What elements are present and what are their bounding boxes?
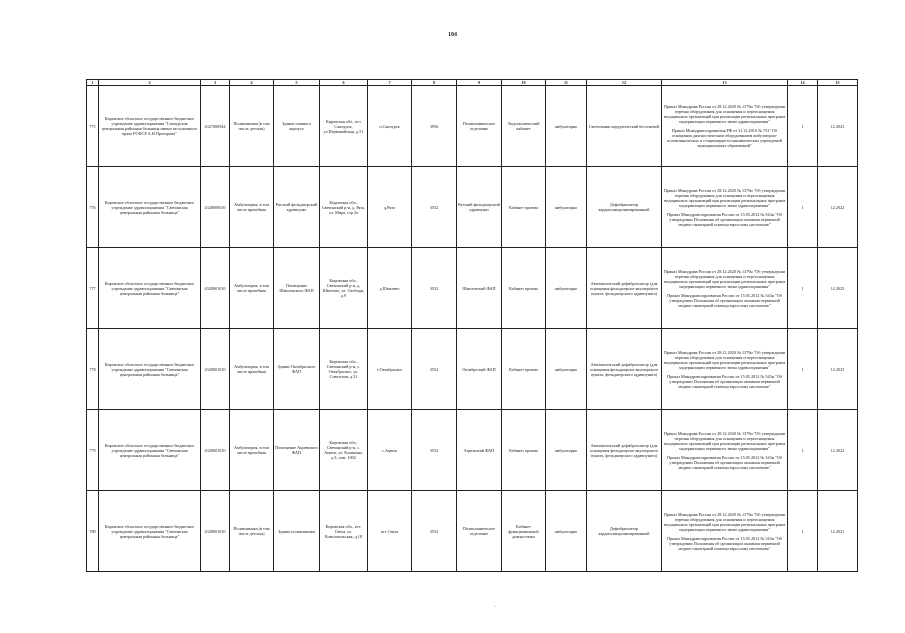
col-num-8: 8 — [412, 80, 457, 86]
cell-department: Поликлиническое отделение — [457, 86, 502, 167]
cell-legal-basis — [662, 86, 788, 167]
legal-basis-order-2: Приказ Минздравсоцразвития России от 15.05.2012 № 543н "Об утверждении Положения об организации оказания первичной медико-санитарной помощи взрослому населению" — [667, 211, 782, 227]
cell-address: Кировская обл., пгт. Свеча, ул. Комсомольская, д.18 — [320, 491, 368, 572]
legal-basis-order-2: Приказ Минздравсоцразвития РФ от 31.12.2010 № 753 "Об оснащении диагностическим оборудованием амбулаторно-поликлинических и стационарно-поликлинических учреждений муниципальных образований" — [667, 128, 782, 148]
cell-legal-basis — [662, 329, 788, 410]
cell-equipment-name: Дефибриллятор кардиосинхронизированный — [587, 167, 662, 248]
col-num-6: 6 — [320, 80, 368, 86]
cell-oktmo-code: 3552 — [412, 491, 457, 572]
cell-equipment-name: Автоматический дефибриллятор (для оснащения фельдшерско-акушерского пункта, фельдшерского здравпункта) — [587, 248, 662, 329]
cell-legal-basis — [662, 248, 788, 329]
legal-basis-order-2: Приказ Минздравсоцразвития России от 15.05.2012 № 543н "Об утверждении Положения об организации оказания первичной медико-санитарной помощи взрослому населению" — [667, 454, 782, 470]
table-row — [87, 410, 858, 491]
cell-building-name: Здание главного корпуса — [274, 86, 320, 167]
cell-room: Кабинет функциональной диагностики — [502, 491, 546, 572]
cell-care-conditions: амбулаторно — [546, 248, 587, 329]
cell-department: Октябрьский ФАП — [457, 329, 502, 410]
cell-organization-name: Кировское областное государственное бюджетное учреждение здравоохранения "Свечинская центральная районная больница" — [99, 248, 201, 329]
cell-row-number: 775 — [87, 86, 99, 167]
cell-inn: 4328001010 — [201, 410, 230, 491]
cell-care-conditions: амбулаторно — [546, 167, 587, 248]
cell-address: Кировская обл., Свечинский р-н, с. Октябрьское, ул. Советская, д.31 — [320, 329, 368, 410]
col-num-7: 7 — [368, 80, 412, 86]
table-row — [87, 86, 858, 167]
cell-building-name: Помещение Ациевского ФАП — [274, 410, 320, 491]
col-num-5: 5 — [274, 80, 320, 86]
cell-building-name: Рятский фельдшерский здравпункт — [274, 167, 320, 248]
cell-due-date: 12.2021 — [818, 491, 858, 572]
cell-organization-name: Кировское областное государственное бюджетное учреждение здравоохранения "Свечинская центральная районная больница" — [99, 410, 201, 491]
cell-equipment-name: Автоматический дефибриллятор (для оснащения фельдшерско-акушерского пункта, фельдшерского здравпункта) — [587, 329, 662, 410]
cell-organization-name: Кировское областное государственное бюджетное учреждение здравоохранения "Санчурская центральная районная больница имени заслуженного врача РСФСР А.Н.Прохорова" — [99, 86, 201, 167]
col-num-14: 14 — [788, 80, 818, 86]
table-row — [87, 167, 858, 248]
cell-room: Кабинет приема — [502, 167, 546, 248]
legal-basis-order-1: Приказ Минздрава России от 28.12.2020 № 1379н "Об утверждении перечня оборудования для оснащения и переоснащения медицинских организаций при реализации региональных программ модернизации первичного звена здравоохранения" — [663, 104, 786, 124]
col-num-15: 15 — [818, 80, 858, 86]
col-num-4: 4 — [230, 80, 274, 86]
cell-settlement: д.Шмелево — [368, 248, 412, 329]
cell-room: Кабинет приема — [502, 410, 546, 491]
cell-department: Рятский фельдшерский здравпункт — [457, 167, 502, 248]
cell-department: Ацвежский ФАП — [457, 410, 502, 491]
cell-organization-name: Кировское областное государственное бюджетное учреждение здравоохранения "Свечинская центральная районная больница" — [99, 491, 201, 572]
cell-facility-type: Поликлиника (в том числе детская) — [230, 86, 274, 167]
col-num-1: 1 — [87, 80, 99, 86]
col-num-2: 2 — [99, 80, 201, 86]
cell-due-date: 12.2023 — [818, 86, 858, 167]
cell-building-name: Здание поликлиники — [274, 491, 320, 572]
cell-settlement: д.Рята — [368, 167, 412, 248]
col-num-3: 3 — [201, 80, 230, 86]
cell-care-conditions: амбулаторно — [546, 491, 587, 572]
cell-organization-name: Кировское областное государственное бюджетное учреждение здравоохранения "Свечинская центральная районная больница" — [99, 329, 201, 410]
cell-care-conditions: амбулаторно — [546, 410, 587, 491]
cell-care-conditions: амбулаторно — [546, 86, 587, 167]
cell-address: Кировская обл., Свечинский р-н, с. Ацвеж, ул. Калинина, д.5, пом. 1002 — [320, 410, 368, 491]
cell-due-date: 12.2025 — [818, 329, 858, 410]
cell-oktmo-code: 3956 — [412, 86, 457, 167]
stray-mark: · — [494, 604, 496, 610]
cell-organization-name: Кировское областное государственное бюджетное учреждение здравоохранения "Свечинская центральная районная больница" — [99, 167, 201, 248]
cell-inn: 4328001010 — [201, 491, 230, 572]
cell-department: Шмелевский ФАП — [457, 248, 502, 329]
legal-basis-order-1: Приказ Минздрава России от 28.12.2020 № 1379н "Об утверждении перечня оборудования для оснащения и переоснащения медицинских организаций при реализации региональных программ модернизации первичного звена здравоохранения" — [663, 268, 786, 289]
cell-settlement: п.Санчурск — [368, 86, 412, 167]
equipment-table — [86, 79, 858, 572]
cell-quantity: 1 — [788, 86, 818, 167]
cell-department: Поликлиническое отделение — [457, 491, 502, 572]
cell-address: Кировская обл., Свечинский р-н, д. Рята, ул. Мира, стр.3а — [320, 167, 368, 248]
cell-settlement: с.Ацвеж — [368, 410, 412, 491]
cell-facility-type: Амбулатория, в том числе врачебная — [230, 248, 274, 329]
cell-settlement: пгт Свеча — [368, 491, 412, 572]
cell-inn: 4328001010 — [201, 248, 230, 329]
cell-legal-basis — [662, 491, 788, 572]
cell-room: Эндоскопический кабинет — [502, 86, 546, 167]
table-row — [87, 491, 858, 572]
cell-quantity: 1 — [788, 248, 818, 329]
cell-inn: 4327000944 — [201, 86, 230, 167]
cell-oktmo-code: 3552 — [412, 329, 457, 410]
cell-facility-type: Амбулатория, в том числе врачебная — [230, 167, 274, 248]
cell-row-number: 779 — [87, 410, 99, 491]
cell-inn: 4328000010 — [201, 167, 230, 248]
legal-basis-order-2: Приказ Минздравсоцразвития России от 15.05.2012 № 543н "Об утверждении Положения об организации оказания первичной медико-санитарной помощи взрослому населению" — [667, 535, 782, 551]
cell-room: Кабинет приема — [502, 329, 546, 410]
cell-quantity: 1 — [788, 491, 818, 572]
col-num-9: 9 — [457, 80, 502, 86]
table-row — [87, 329, 858, 410]
cell-due-date: 12.2022 — [818, 167, 858, 248]
cell-equipment-name: Автоматический дефибриллятор (для оснащения фельдшерско-акушерского пункта, фельдшерского здравпункта) — [587, 410, 662, 491]
legal-basis-order-2: Приказ Минздравсоцразвития России от 15.05.2012 № 543н "Об утверждении Положения об организации оказания первичной медико-санитарной помощи взрослому населению" — [667, 373, 782, 389]
cell-inn: 4328001010 — [201, 329, 230, 410]
cell-quantity: 1 — [788, 167, 818, 248]
legal-basis-order-2: Приказ Минздравсоцразвития России от 15.05.2012 № 543н "Об утверждении Положения об организации оказания первичной медико-санитарной помощи взрослому населению" — [667, 292, 782, 308]
table-row — [87, 248, 858, 329]
legal-basis-order-1: Приказ Минздрава России от 28.12.2020 № 1379н "Об утверждении перечня оборудования для оснащения и переоснащения медицинских организаций при реализации региональных программ модернизации первичного звена здравоохранения" — [663, 430, 786, 451]
cell-due-date: 12.2022 — [818, 410, 858, 491]
col-num-12: 12 — [587, 80, 662, 86]
cell-quantity: 1 — [788, 410, 818, 491]
cell-row-number: 780 — [87, 491, 99, 572]
cell-row-number: 776 — [87, 167, 99, 248]
cell-oktmo-code: 3552 — [412, 410, 457, 491]
col-num-13: 13 — [662, 80, 788, 86]
cell-legal-basis — [662, 410, 788, 491]
col-num-11: 11 — [546, 80, 587, 86]
cell-oktmo-code: 3552 — [412, 167, 457, 248]
cell-quantity: 1 — [788, 329, 818, 410]
cell-address: Кировская обл., Свечинский р-н, д. Шмелево, ул. Свободы, д.9 — [320, 248, 368, 329]
cell-row-number: 778 — [87, 329, 99, 410]
cell-care-conditions: амбулаторно — [546, 329, 587, 410]
legal-basis-order-1: Приказ Минздрава России от 28.12.2020 № 1379н "Об утверждении перечня оборудования для оснащения и переоснащения медицинских организаций при реализации региональных программ модернизации первичного звена здравоохранения" — [663, 187, 786, 208]
cell-equipment-name: Светильник хирургический бестеневой — [587, 86, 662, 167]
cell-oktmo-code: 3552 — [412, 248, 457, 329]
cell-room: Кабинет приема — [502, 248, 546, 329]
cell-settlement: с.Октябрьское — [368, 329, 412, 410]
cell-building-name: Помещение Шмелевского ФАП — [274, 248, 320, 329]
legal-basis-order-1: Приказ Минздрава России от 28.12.2020 № 1379н "Об утверждении перечня оборудования для оснащения и переоснащения медицинских организаций при реализации региональных программ модернизации первичного звена здравоохранения" — [663, 511, 786, 532]
col-num-10: 10 — [502, 80, 546, 86]
cell-legal-basis — [662, 167, 788, 248]
cell-facility-type: Амбулатория, в том числе врачебная — [230, 410, 274, 491]
cell-building-name: Здание Октябрьского ФАП — [274, 329, 320, 410]
cell-address: Кировская обл., пгт Санчурск, ул.Первомайская, д.51 — [320, 86, 368, 167]
cell-due-date: 12.2025 — [818, 248, 858, 329]
cell-equipment-name: Дефибриллятор кардиосинхронизированный — [587, 491, 662, 572]
cell-facility-type: Поликлиника (в том числе детская) — [230, 491, 274, 572]
cell-facility-type: Амбулатория, в том числе врачебная — [230, 329, 274, 410]
legal-basis-order-1: Приказ Минздрава России от 28.12.2020 № 1379н "Об утверждении перечня оборудования для оснащения и переоснащения медицинских организаций при реализации региональных программ модернизации первичного звена здравоохранения" — [663, 349, 786, 370]
page-number: 104 — [448, 32, 457, 38]
cell-row-number: 777 — [87, 248, 99, 329]
